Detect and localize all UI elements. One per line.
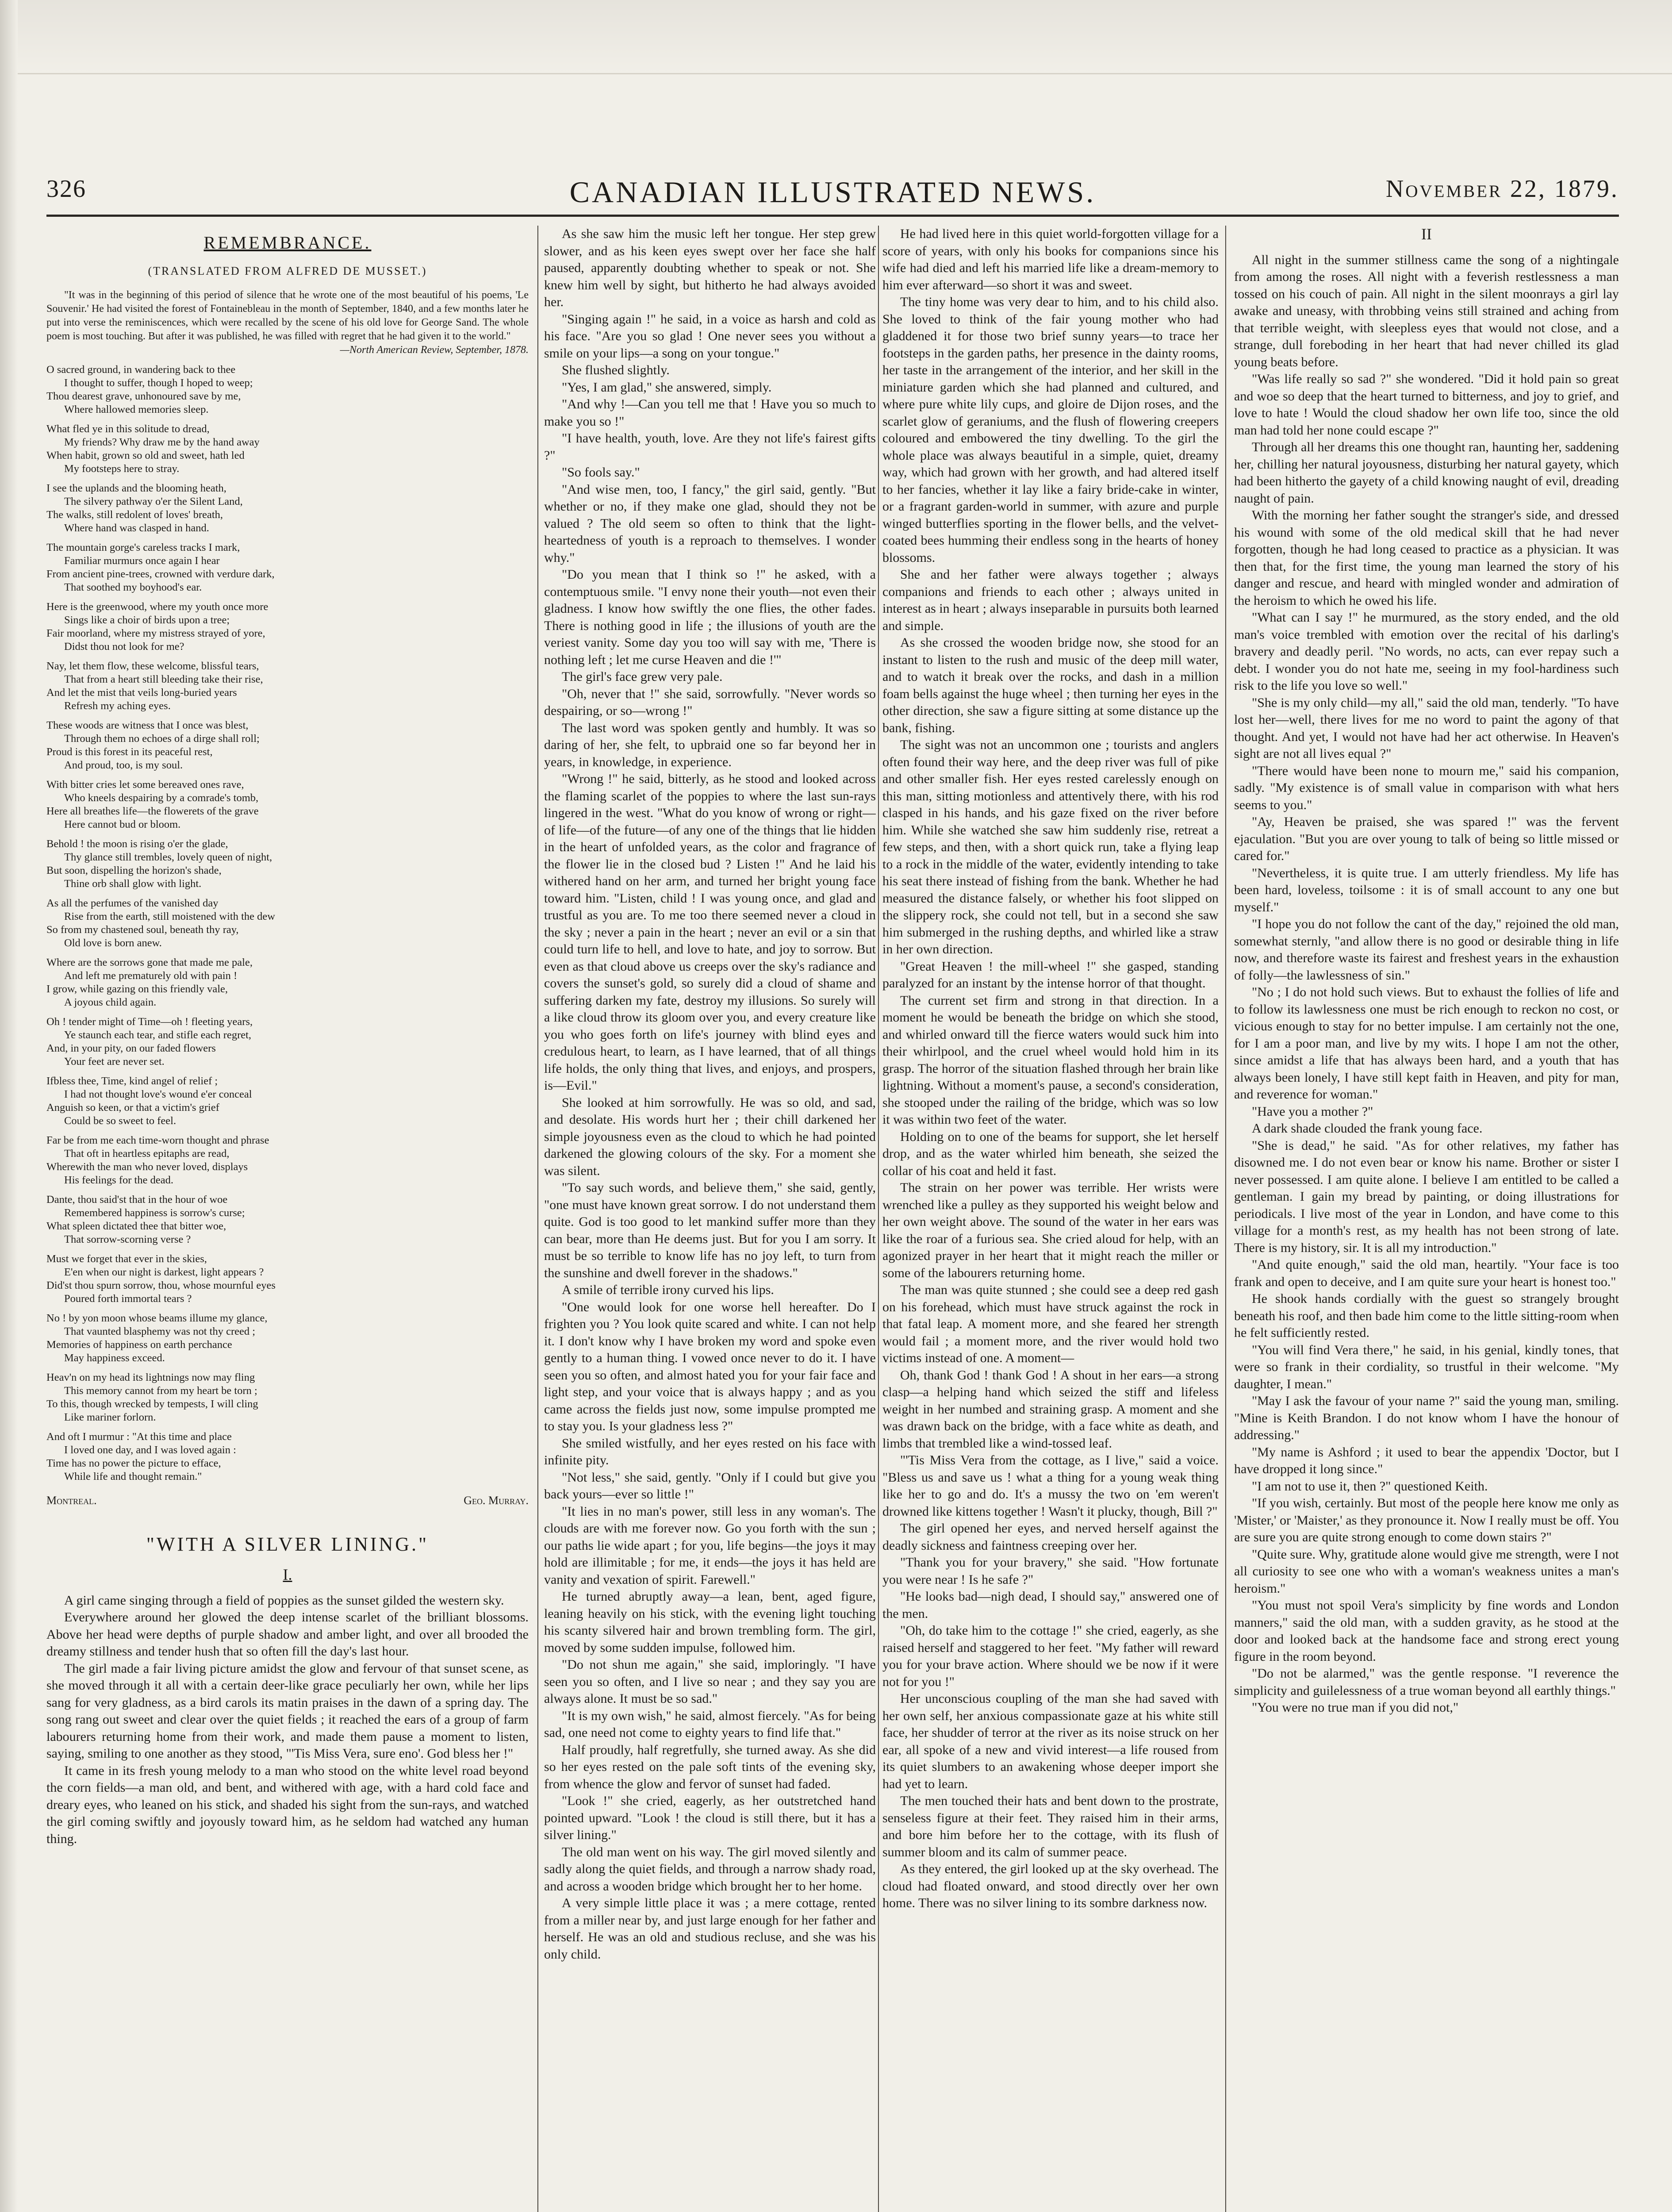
poem-line: Thou dearest grave, unhonoured save by me, [46,390,241,402]
poem-line: Here all breathes life—the flowerets of the grave [46,805,259,817]
poem-line: While life and thought remain." [64,1471,202,1482]
story-paragraph: "And why !—Can you tell me that ! Have you so much to make you so !" [544,397,876,429]
story-paragraph: "And quite enough," said the old man, heartily. "Your face is too frank and open to deceive, and I am quite sure your heart is honest too." [1234,1257,1619,1289]
story-paragraph: "Wrong !" he said, bitterly, as he stood and looked across the flaming scarlet of the poppies to where the last sun-rays lingered in the west. "What do you know of wrong or right—of life—of the future—of any one of the things that lie hidden in the heart of unfolded years, as the color and fragrance of the flower lie in the closed bud ? Listen !" And he laid his withered hand on her arm, and turned her bright young face toward him. "Listen, child ! I was young once, and glad and trustful as you are. To me too there seemed never a cloud in the sky ; never a pain in the heart ; never an evil or a sin that could turn life to hell, and love to hate, and joy to sorrow. But even as that cloud above us creeps over the sky's radiance and covers the sunset's gold, so surely did a cloud of shame and suffering darken my fate, destroy my illusions. So surely will a like cloud throw its gloom over you, and every creature like you who goes forth on life's journey with blind eyes and credulous heart, to learn, as I have learned, that of all things life holds, the only thing that lives, and enjoys, and prospers, is—Evil." [544,772,876,1093]
poem-line: Did'st thou spurn sorrow, thou, whose mournful eyes [46,1279,276,1291]
column-four [1234,226,1619,2212]
story-paragraph: "'Tis Miss Vera from the cottage, as I live," said a voice. "Bless us and save us ! what a thing for a young weak thing like her to go and do. It's a mussy the two on 'em weren't drowned like kittens together ! Wasn't it plucky, though, Bill ?" [882,1453,1219,1519]
poem-line: Here is the greenwood, where my youth once more [46,601,268,613]
poem-line: Fair moorland, where my mistress strayed of yore, [46,627,265,639]
story-paragraph: "Do not shun me again," she said, imploringly. "I have seen you so often, and I live so near ; and they say you are always alone. It must be so sad." [544,1657,876,1706]
poem-line: That soothed my boyhood's ear. [64,581,202,593]
poem-line: Ye staunch each tear, and stifle each regret, [64,1029,252,1041]
poem-line: His feelings for the dead. [64,1174,173,1186]
poem-line: Must we forget that ever in the skies, [46,1253,207,1265]
poem-line: The walks, still redolent of loves' breath, [46,509,223,521]
column-rule [537,226,538,2212]
poem-line: When habit, grown so old and sweet, hath led [46,449,245,461]
poem-line: Could be so sweet to feel. [64,1115,176,1127]
poem-line: E'en when our night is darkest, light appears ? [64,1266,264,1278]
poem-title: REMEMBRANCE. [203,233,372,253]
poem-line: My friends? Why draw me by the hand away [64,436,260,448]
story-title: "WITH A SILVER LINING." [146,1533,429,1555]
poem-signature [46,1492,529,1509]
poem-line: Thine orb shall glow with light. [64,878,202,890]
poem-stanza [46,1430,529,1483]
story-paragraph: "You will find Vera there," he said, in his genial, kindly tones, that were so frank in their cordiality, so trustful in their welcome. "My daughter, I mean." [1234,1342,1619,1391]
poem-line: No ! by yon moon whose beams illume my glance, [46,1312,268,1324]
poem-line: So from my chastened soul, beneath thy ray, [46,924,239,936]
poem-line: Memories of happiness on earth perchance [46,1339,232,1351]
story-paragraph: All night in the summer stillness came the song of a nightingale from among the roses. All night with a feverish restlessness a man tossed on his couch of pain. All night in the silent moonrays a girl lay awake and uneasy, with throbbing veins still strained and aching from that terrible weight, with sleepless eyes that would not close, and a strange, dull foreboding in her heart that had never chilled its glad young beats before. [1234,252,1619,369]
poem-line: Oh ! tender might of Time—oh ! fleeting years, [46,1016,253,1028]
story-paragraph: She flushed slightly. [562,363,670,377]
poem-line: My footsteps here to stray. [64,463,180,475]
poem-stanza [46,660,529,713]
poem-intro-note: "It was in the beginning of this period of silence that he wrote one of the most beautiful of his poems, 'Le Souvenir.' He had visited the forest of Fontainebleau in the month of September, 1840, and a few months later he put into verse the reminiscences, which were recalled by the scene of his old love for George Sand. The whole poem is most touching. But after it was published, he was filled with regret that he had given it to the world." [46,289,529,342]
story-paragraph: The girl's face grew very pale. [562,669,723,684]
poem-stanza [46,1312,529,1365]
story-paragraph: "If you wish, certainly. But most of the people here know me only as 'Mister,' or 'Maister,' as they pronounce it. Now I really must be off. You are sure you are quite strong enough to come down stairs ?" [1234,1496,1619,1544]
poem-line: That vaunted blasphemy was not thy creed ; [64,1325,256,1337]
story-paragraph: As she crossed the wooden bridge now, she stood for an instant to listen to the rush and music of the deep mill water, and to watch it break over the rocks, and dash in a million foam bells against the huge wheel ; then turning her eyes in the other direction, she saw a figure sitting at some distance up the bank, fishing. [882,635,1219,735]
story-paragraph: "No ; I do not hold such views. But to exhaust the follies of life and to follow its lawlessness one must be rich enough to reckon no cost, or vicious enough to stay for no better impulse. I am certainly not the one, for I am a poor man, and live by my wits. I hope I am not the other, since amidst a life that has always been hard, and a youth that has always been lonely, I have still kept faith in Heaven, and pity for man, and reverence for woman." [1234,985,1619,1102]
poem-line: May happiness exceed. [64,1352,165,1364]
poem-line: I see the uplands and the blooming heath, [46,482,226,494]
story-paragraph: "One would look for one worse hell hereafter. Do I frighten you ? You look quite scared and white. I can not help it. I don't know why I have broken my word and spoke even gently to a human thing. I vowed once never to do it. I have seen you so often, and almost hated you for your fair face and light step, and your voice that is always happy ; and as you came across the fields just now, some impulse prompted me to stay you. Is your gladness less ?" [544,1299,876,1433]
story-paragraph: "You must not spoil Vera's simplicity by fine words and London manners," said the old man, with a sudden gravity, as he stood at the door and looked back at the handsome face and strong erect young figure in the room beyond. [1234,1598,1619,1664]
poem-line: Where hallowed memories sleep. [64,403,209,415]
poem-line: Ifbless thee, Time, kind angel of relief ; [46,1075,218,1087]
story-paragraph: As they entered, the girl looked up at the sky overhead. The cloud had floated onward, and stood directly over her own home. There was no silver lining to its sombre darkness now. [882,1862,1219,1910]
poem-line: Rise from the earth, still moistened with the dew [64,910,275,922]
issue-date: November 22, 1879. [1385,175,1619,203]
chapter-heading: II [1421,226,1432,243]
story-paragraph: "May I ask the favour of your name ?" said the young man, smiling. "Mine is Keith Brandon. I do not know whom I have the honour of addressing." [1234,1394,1619,1442]
page-number: 326 [46,175,86,203]
column-one [46,226,529,2212]
story-paragraph: He shook hands cordially with the guest so strangely brought beneath his roof, and then bade him come to the little sitting-room when he felt sufficiently rested. [1234,1291,1619,1340]
story-paragraph: "Was life really so sad ?" she wondered. "Did it hold pain so great and woe so deep that the heart turned to bitterness, and joy to grief, and love to hate ! Would the cloud shadow her own life too, since the old man had told her none could escape ?" [1234,372,1619,438]
poem-line: And proud, too, is my soul. [64,759,183,771]
poem-stanza [46,1015,529,1068]
story-paragraph: "And wise men, too, I fancy," the girl said, gently. "But whether or no, if they make one glad, should they not be valued ? The old seem so often to think that the light-heartedness of youth is a reproach to themselves. I wonder why." [544,482,876,565]
poem-line: Dante, thou said'st that in the hour of woe [46,1194,228,1206]
poem-line: O sacred ground, in wandering back to thee [46,364,236,376]
poem-stanza [46,719,529,772]
poem-stanza [46,363,529,416]
poem-line: I grow, while gazing on this friendly vale, [46,983,228,995]
poem-line: The silvery pathway o'er the Silent Land, [64,495,243,507]
poem-line: Through them no echoes of a dirge shall roll; [64,733,260,745]
story-paragraph: "Not less," she said, gently. "Only if I could but give you back yours—ever so little !" [544,1470,876,1502]
poem-place: Montreal. [46,1494,97,1507]
story-paragraph: Oh, thank God ! thank God ! A shout in her ears—a strong clasp—a helping hand which seized the stiff and lifeless weight in her numbed and straining grasp. A moment and she was drawn back on the bridge, with a face white as death, and limbs that trembled like a wind-tossed leaf. [882,1367,1219,1451]
poem-line: As all the perfumes of the vanished day [46,897,219,909]
story-text [1234,252,1619,1717]
poem-line: Poured forth immortal tears ? [64,1293,192,1305]
poem-line: And left me prematurely old with pain ! [64,970,238,982]
poem-line: Here cannot bud or bloom. [64,818,181,830]
poem-stanza [46,956,529,1009]
story-paragraph: "Ay, Heaven be praised, she was spared !" was the fervent ejaculation. "But you are over young to talk of being so little missed or cared for." [1234,814,1619,863]
poem-line: And, in your pity, on our faded flowers [46,1042,216,1054]
story-paragraph: "My name is Ashford ; it used to bear the appendix 'Doctor, but I have dropped it long since." [1234,1444,1619,1476]
poem-line: Far be from me each time-worn thought and phrase [46,1134,269,1146]
binding-shadow [0,0,18,2212]
story-paragraph: The old man went on his way. The girl moved silently and sadly along the quiet fields, and through a narrow shady road, and across a wooden bridge which brought her to her home. [544,1844,876,1893]
story-paragraph: "I have health, youth, love. Are they not life's fairest gifts ?" [544,431,876,463]
poem-line: Heav'n on my head its lightnings now may fling [46,1371,255,1383]
story-paragraph: A dark shade clouded the frank young face. [1252,1121,1483,1136]
poem-line: That oft in heartless epitaphs are read, [64,1148,230,1160]
story-paragraph: The men touched their hats and bent down to the prostrate, senseless figure at their feet. They raised him in their arms, and bore him before her to the cottage, with its flush of summer bloom and its calm of summer peace. [882,1793,1219,1859]
poem-stanza [46,1371,529,1424]
poem-stanza [46,897,529,950]
poem-stanza [46,422,529,476]
story-paragraph: "She is dead," he said. "As for other relatives, my father has disowned me. I do not even bear or know his name. Brother or sister I never possessed. I am quite alone. I believe I am entitled to be called a gentleman. I gain my bread by painting, or doing illustrations for periodicals. I live most of the year in London, and have come to this village for a month's rest, as my health has not been strong of late. There is my history, sir. It is all my introduction." [1234,1138,1619,1255]
story-paragraph: She smiled wistfully, and her eyes rested on his face with infinite pity. [544,1436,876,1467]
story-paragraph: "Quite sure. Why, gratitude alone would give me strength, were I not all curiosity to see one who with a woman's weakness unites a man's heroism." [1234,1547,1619,1596]
poem-line: Anguish so keen, or that a victim's grief [46,1102,219,1114]
story-paragraph: "So fools say." [562,465,640,480]
poem-line: I thought to suffer, though I hoped to weep; [64,377,253,389]
poem-line: Wherewith the man who never loved, displays [46,1161,248,1173]
poem-line: Who kneels despairing by a comrade's tomb, [64,792,259,804]
poem-stanza [46,541,529,594]
poem-stanza [46,482,529,535]
story-paragraph: "Oh, never that !" she said, sorrowfully. "Never words so despairing, or so—wrong !" [544,686,876,718]
poem-line: To this, though wrecked by tempests, I will cling [46,1398,258,1410]
poem-line: This memory cannot from my heart be torn ; [64,1385,257,1397]
poem-line: Refresh my aching eyes. [64,700,171,712]
story-paragraph: Half proudly, half regretfully, she turned away. As she did so her eyes rested on the pale soft tints of the evening sky, from whence the glow and fervor of sunset had faded. [544,1742,876,1791]
poem-line: With bitter cries let some bereaved ones rave, [46,779,244,791]
story-paragraph: He turned abruptly away—a lean, bent, aged figure, leaning heavily on his stick, with the evening light touching his scanty silvered hair and brown trembling form. The girl, moved by some sudden impulse, followed him. [544,1589,876,1655]
poem-line: Thy glance still trembles, lovely queen of night, [64,851,272,863]
story-paragraph: She looked at him sorrowfully. He was so old, and sad, and desolate. His words hurt her ; their chill darkened her simple joyousness even as the cloud to which he had pointed darkened the glowing colours of the sky. For a moment she was silent. [544,1095,876,1178]
story-paragraph: "I am not to use it, then ?" questioned Keith. [1252,1479,1488,1494]
poem-line: Like mariner forlorn. [64,1411,156,1423]
poem-line: Your feet are never set. [64,1056,165,1068]
story-text [46,1592,529,1848]
poem-line: What fled ye in this solitude to dread, [46,423,210,435]
story-paragraph: "There would have been none to mourn me," said his companion, sadly. "My existence is of small value in comparison with what hers seems to you." [1234,763,1619,812]
story-paragraph: The girl made a fair living picture amidst the glow and fervour of that sunset scene, as she moved through it all with a certain deer-like grace peculiarly her own, while her lips sang for very gladness, as a bird carols its matin praises in the dawn of a spring day. The song rang out sweet and clear over the quiet fields ; it reached the ears of a group of farm labourers returning home from their work, and made them pause a moment to listen, saying, smiling to one another as they stood, "'Tis Miss Vera, sure eno'. God bless her !" [46,1661,529,1761]
column-rule [1225,226,1226,2212]
story-text [882,226,1219,1912]
page-top-margin [0,0,1672,74]
poem-line: The mountain gorge's careless tracks I mark, [46,541,240,553]
poem-stanza [46,600,529,653]
poem-line: A joyous child again. [64,996,157,1008]
poem-line: I loved one day, and I was loved again : [64,1444,236,1456]
poem-stanzas [46,363,529,1483]
story-paragraph: The last word was spoken gently and humbly. It was so daring of her, she felt, to upbraid one so far beyond her in years, in knowledge, in experience. [544,720,876,769]
story-paragraph: Everywhere around her glowed the deep intense scarlet of the brilliant blossoms. Above her head were depths of purple shadow and amber light, and over all brooded the dreamy stillness and tender hush that so often fill the day's last hour. [46,1610,529,1659]
story-paragraph: "Do you mean that I think so !" he asked, with a contemptuous smile. "I envy none their youth—not even their gladness. I know how swiftly the one flies, the other fades. There is nothing good in life ; the illusions of youth are the veriest vanity. Some day you too will say with me, 'There is nothing left ; let me curse Heaven and die !'" [544,567,876,667]
story-paragraph: "To say such words, and believe them," she said, gently, "one must have known great sorrow. I do not understand them quite. God is too good to let mankind suffer more than they can bear, more than He deems just. But for you I am sorry. It must be so terrible to know life has no joy left, to turn from the sunshine and dwell forever in the shadows." [544,1180,876,1280]
chapter-heading: I. [283,1566,292,1583]
story-paragraph: "Oh, do take him to the cottage !" she cried, eagerly, as she raised herself and staggered to her feet. "My father will reward you for your brave action. Where should we be now if it were not for you !" [882,1623,1219,1689]
poem-line: From ancient pine-trees, crowned with verdure dark, [46,568,275,580]
poem-line: That from a heart still bleeding take their rise, [64,673,263,685]
story-paragraph: "She is my only child—my all," said the old man, tenderly. "To have lost her—well, there lives for me no word to paint the agony of that thought. And yet, I would not have had her act otherwise. In Heaven's sight are not all lives equal ?" [1234,695,1619,761]
page-header [46,175,1619,217]
story-paragraph: A smile of terrible irony curved his lips. [562,1283,774,1297]
story-paragraph: "Do not be alarmed," was the gentle response. "I reverence the simplicity and guilelessness of a true woman beyond all earthly things." [1234,1666,1619,1698]
story-paragraph: With the morning her father sought the stranger's side, and dressed his wound with some of the old medical skill that he had never forgotten, though he had long ceased to practice as a physician. It was then that, for the first time, the young man learned the story of his danger and rescue, and heard with mingled wonder and admiration of the heroism to which he owed his life. [1234,508,1619,608]
poem-line: Time has no power the picture to efface, [46,1457,221,1469]
poem-line: Where are the sorrows gone that made me pale, [46,956,253,968]
poem-subtitle: (TRANSLATED FROM ALFRED DE MUSSET.) [148,264,427,277]
poem-line: Proud is this forest in its peaceful rest, [46,746,213,758]
poem-line: Old love is born anew. [64,937,162,949]
journal-title: CANADIAN ILLUSTRATED NEWS. [569,175,1096,209]
story-paragraph: The man was quite stunned ; she could see a deep red gash on his forehead, which must have struck against the rock in that fatal leap. A moment more, and she feared her strength would fail ; a moment more, and the river would hold two victims instead of one. A moment— [882,1283,1219,1365]
story-paragraph: The current set firm and strong in that direction. In a moment he would be beneath the bridge on which she stood, and whirled onward till the fierce waters would suck him into their whirlpool, and the cruel wheel would hold him in its grasp. The horror of the situation flashed through her brain like lightning. Without a moment's pause, a second's consideration, she stooped under the railing of the bridge, which was so low it was within two feet of the water. [882,993,1219,1127]
poem-line: Didst thou not look for me? [64,641,184,653]
poem-stanza [46,1193,529,1246]
story-paragraph: It came in its fresh young melody to a man who stood on the white level road beyond the corn fields—a man old, and bent, and withered with age, with a hard cold face and dreary eyes, who leaned on his stick, and shaded his sight from the sun-rays, and watched the girl coming swiftly and joyously toward him, as he seldom had watched any human thing. [46,1763,529,1846]
story-paragraph: "Have you a mother ?" [1252,1104,1373,1119]
poem-stanza [46,1134,529,1187]
poem-stanza [46,1252,529,1306]
poem-line: That sorrow-scorning verse ? [64,1233,191,1245]
story-paragraph: Through all her dreams this one thought ran, haunting her, saddening her, chilling her natural joyousness, disturbing her natural gayety, which had been hitherto the gayety of a child knowing naught of evil, dreading naught of pain. [1234,440,1619,506]
story-text [544,226,876,1963]
column-rule [878,226,879,2212]
poem-author: Geo. Murray. [464,1494,529,1507]
story-paragraph: "Singing again !" he said, in a voice as harsh and cold as his face. "Are you so glad ! One never sees you without a smile on your lips—a song on your tongue." [544,311,876,361]
poem-stanza [46,1075,529,1128]
poem-stanza [46,837,529,891]
poem-line: Where hand was clasped in hand. [64,522,209,534]
story-paragraph: The sight was not an uncommon one ; tourists and anglers often found their way here, and the deep river was full of pike and other smaller fish. Her eyes rested carelessly enough on this man, sitting motionless and attentively there, with his rod clasped in his hands, and his gaze fixed on the river before him. While she watched she saw him suddenly rise, retreat a few steps, and then, with a short quick run, take a flying leap to a rock in the middle of the water, evidently intending to take his seat there instead of fishing from the bank. Whether he had measured the distance falsely, or whether his foot slipped on the slippery rock, she could not tell, but in a second she saw him submerged in the rushing depths, and whirled like a straw in her own direction. [882,737,1219,956]
story-paragraph: A very simple little place it was ; a mere cottage, rented from a miller near by, and just large enough for her father and herself. He was an old and studious recluse, and she was his only child. [544,1896,876,1962]
story-paragraph: "Look !" she cried, eagerly, as her outstretched hand pointed upward. "Look ! the cloud is still there, but it has a silver lining." [544,1793,876,1842]
poem-intro-source: —North American Review, September, 1878. [340,344,529,356]
story-paragraph: "It is my own wish," he said, almost fiercely. "As for being sad, one need not come to eighty years to find life that." [544,1708,876,1740]
story-paragraph: The strain on her power was terrible. Her wrists were wrenched like a pulley as they supported his weight below and her own weight above. The sound of the water in her ears was like the roar of a furious sea. She cried aloud for help, with an agonized prayer in her heart that it might reach the miller or some of the labourers returning home. [882,1180,1219,1280]
story-paragraph: "I hope you do not follow the cant of the day," rejoined the old man, somewhat sternly, "and allow there is no good or desirable thing in life now, and therefore waste its fairest and freshest years in the exhaustion of folly—the lawlessness of sin." [1234,917,1619,983]
poem-line: Remembered happiness is sorrow's curse; [64,1207,245,1219]
story-paragraph: The girl opened her eyes, and nerved herself against the deadly sickness and faintness creeping over her. [882,1521,1219,1553]
poem-line: And let the mist that veils long-buried years [46,687,237,699]
story-paragraph: "He looks bad—nigh dead, I should say," answered one of the men. [882,1589,1219,1621]
story-paragraph: She and her father were always together ; always companions and friends to each other ; always united in interest as in heart ; always inseparable in pursuits both learned and simple. [882,567,1219,633]
story-paragraph: He had lived here in this quiet world-forgotten village for a score of years, with only his books for companions since his wife had died and left his married life like a dream-memory to him ever afterward—so short it was and sweet. [882,227,1219,292]
story-paragraph: "It lies in no man's power, still less in any woman's. The clouds are with me forever now. Go you forth with the sun ; our paths lie wide apart ; for you, life begins—the joys it may hold are illimitable ; for me, it ends—the joys it has held are vanity and vexation of spirit. Farewell." [544,1504,876,1587]
poem-line: But soon, dispelling the horizon's shade, [46,864,222,876]
poem-line: Nay, let them flow, these welcome, blissful tears, [46,660,259,672]
story-paragraph: "You were no true man if you did not," [1252,1700,1459,1715]
poem-line: Familiar murmurs once again I hear [64,555,220,567]
story-paragraph: "Yes, I am glad," she answered, simply. [562,380,772,395]
story-paragraph: The tiny home was very dear to him, and to his child also. She loved to think of the fair young mother who had gladdened it for those two brief sunny years—to trace her footsteps in the garden paths, her presence in the dainty rooms, her taste in the arrangement of the interior, and her skill in the miniature garden which she had planned and cultured, and where pure white lily cups, and gloire de Dijon roses, and the scarlet glow of geraniums, and the flush of flowering creepers coloured and embowered the tiny dwelling. To the girl the whole place was always beautiful in a simple, quiet, dreamy way, which had grown with her growth, and had altered itself to her fancies, whether it lay like a fairy bride-cake in winter, or a fragrant garden-world in summer, with azure and purple winged butterflies sporting in the flower bells, and the velvet-coated bees humming their endless song in the hearts of honey blossoms. [882,295,1219,565]
poem-line: Behold ! the moon is rising o'er the glade, [46,838,228,850]
story-paragraph: "Great Heaven ! the mill-wheel !" she gasped, standing paralyzed for an instant by the intense horror of that thought. [882,959,1219,991]
story-paragraph: Her unconscious coupling of the man she had saved with her own self, her anxious compassionate gaze at his white still face, her shudder of terror at the river as its noise struck on her ear, all spoke of a new and vivid interest—a life roused from its quiet slumbers to an awakening whose deeper import she had yet to learn. [882,1691,1219,1791]
column-two [544,226,876,2212]
poem-stanza [46,778,529,831]
poem-line: What spleen dictated thee that bitter woe, [46,1220,226,1232]
story-paragraph: "What can I say !" he murmured, as the story ended, and the old man's voice trembled with emotion over the recital of his darling's bravery and deadly peril. "No words, no acts, can ever repay such a debt. I wonder you do not hate me, seeing in my fool-hardiness such risk to the life you love so well." [1234,610,1619,693]
story-paragraph: A girl came singing through a field of poppies as the sunset gilded the western sky. [64,1593,504,1608]
story-paragraph: "Thank you for your bravery," she said. "How fortunate you were near ! Is he safe ?" [882,1555,1219,1587]
poem-line: I had not thought love's wound e'er conceal [64,1088,252,1100]
poem-line: And oft I murmur : "At this time and place [46,1431,232,1443]
story-paragraph: Holding on to one of the beams for support, she let herself drop, and as the water whirled him beneath, she seized the collar of his coat and held it fast. [882,1129,1219,1178]
story-paragraph: "Nevertheless, it is quite true. I am utterly friendless. My life has been hard, loveless, toilsome : it is of small account to any one but myself." [1234,865,1619,914]
poem-line: These woods are witness that I once was blest, [46,719,249,731]
poem-line: Sings like a choir of birds upon a tree; [64,614,230,626]
column-three [882,226,1219,2212]
story-paragraph: As she saw him the music left her tongue. Her step grew slower, and as his keen eyes swept over her face she half paused, apparently doubting whether to speak or not. She knew him well by sight, but hitherto he had always avoided her. [544,227,876,309]
